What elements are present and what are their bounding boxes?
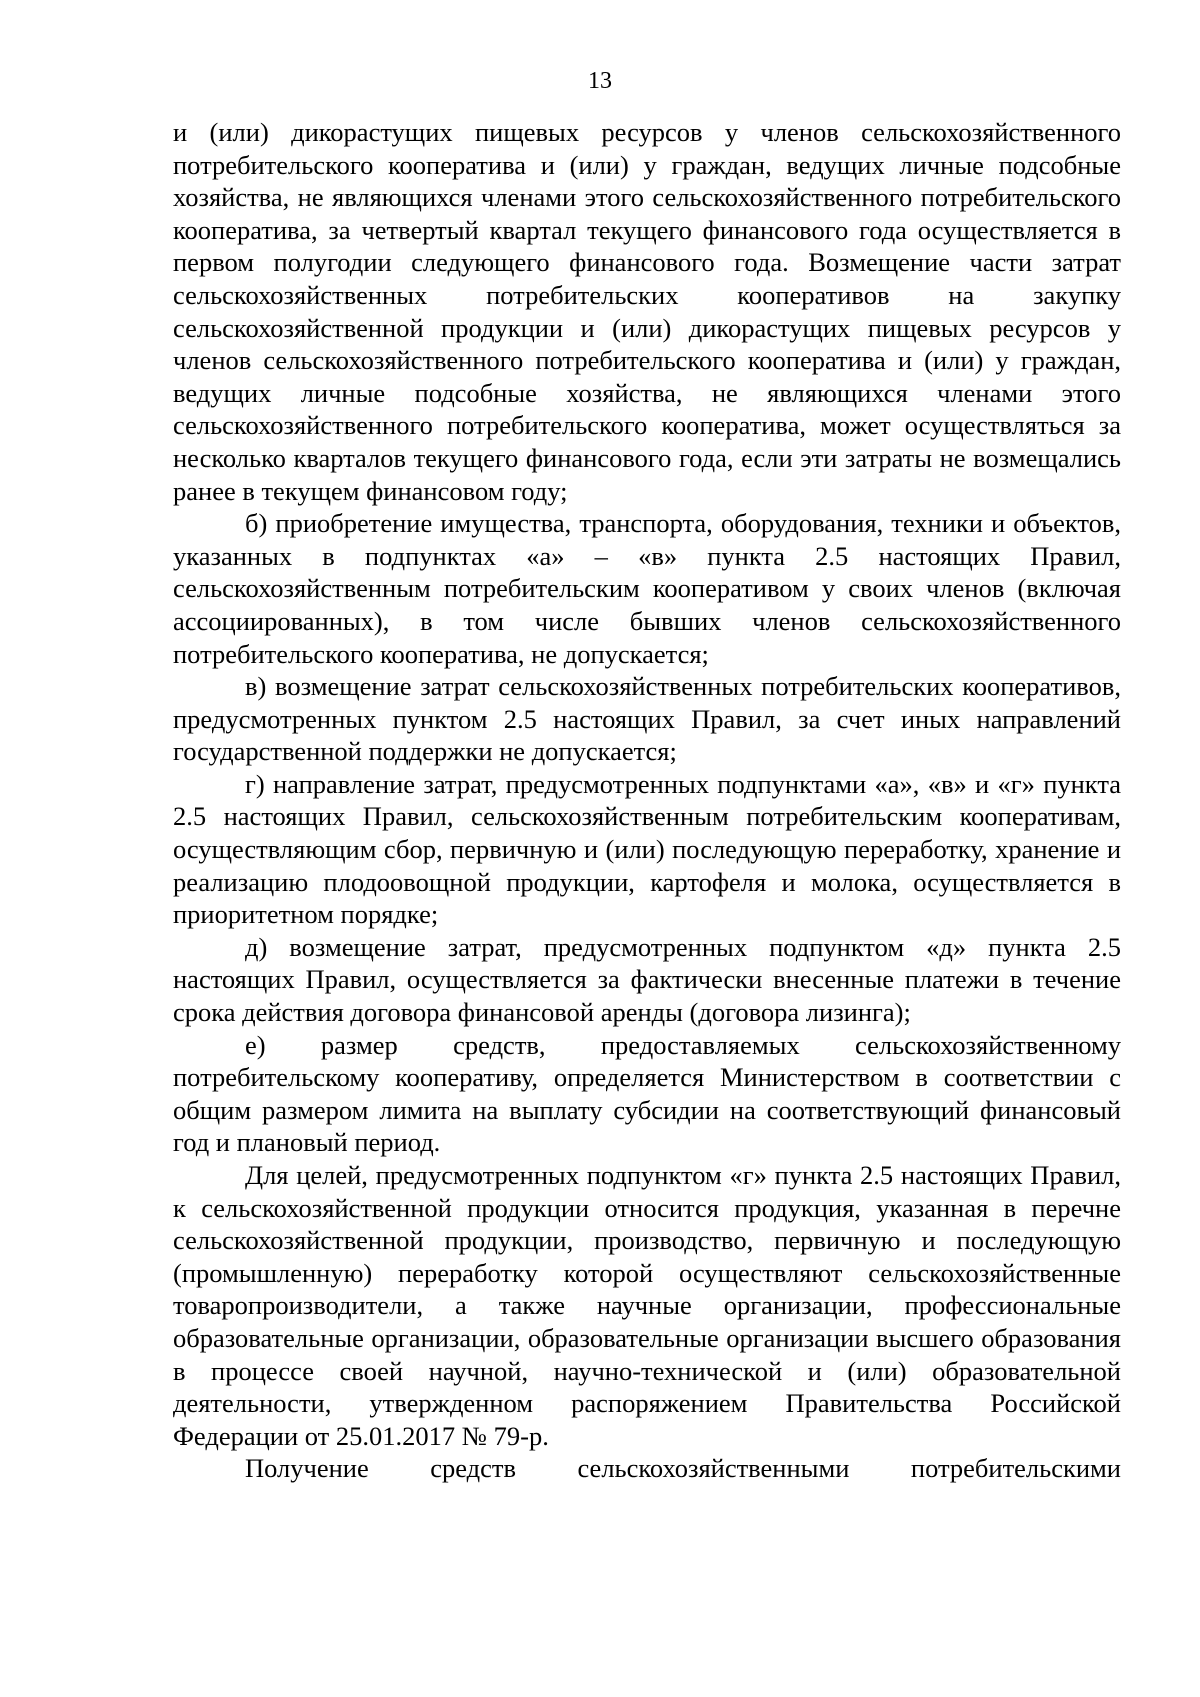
paragraph-definition: Для целей, предусмотренных подпунктом «г» пункта 2.5 настоящих Правил, к сельскохозяйственной продукции относится продукция, указанная в перечне сельскохозяйственной продукции, производство, первичную и последующую (промышленную) переработку которой осуществляют сельскохозяйственные товаропроизводители, а также научные организации, профессиональные образовательные организации, образовательные организации высшего образования в процессе своей научной, научно-технической и (или) образовательной деятельности, утвержденном распоряжением Правительства Российской Федерации от 25.01.2017 № 79-р. bbox=[173, 1160, 1121, 1451]
paragraph-item-b: б) приобретение имущества, транспорта, оборудования, техники и объектов, указанных в подпунктах «а» – «в» пункта 2.5 настоящих Правил, сельскохозяйственным потребительским кооперативом у своих членов (включая ассоциированных), в том числе бывших членов сельскохозяйственного потребительского кооператива, не допускается; bbox=[173, 508, 1121, 669]
page-number: 13 bbox=[588, 68, 612, 94]
paragraph-item-e: е) размер средств, предоставляемых сельскохозяйственному потребительскому кооперативу, определяется Министерством в соответствии с общим размером лимита на выплату субсидии на соответствующий финансовый год и плановый период. bbox=[173, 1029, 1121, 1158]
document-body bbox=[173, 116, 1121, 1485]
paragraph-final-fragment: Получение средств сельскохозяйственными потребительскими bbox=[245, 1453, 1121, 1484]
paragraph-continuation: и (или) дикорастущих пищевых ресурсов у членов сельскохозяйственного потребительского кооператива и (или) у граждан, ведущих личные подсобные хозяйства, не являющихся членами этого сельскохозяйственного потребительского кооператива, за четвертый квартал текущего финансового года осуществляется в первом полугодии следующего финансового года. Возмещение части затрат сельскохозяйственных потребительских кооперативов на закупку сельскохозяйственной продукции и (или) дикорастущих пищевых ресурсов у членов сельскохозяйственного потребительского кооператива и (или) у граждан, ведущих личные подсобные хозяйства, не являющихся членами этого сельскохозяйственного потребительского кооператива, может осуществляться за несколько кварталов текущего финансового года, если эти затраты не возмещались ранее в текущем финансовом году; bbox=[173, 117, 1121, 506]
paragraph-item-d: д) возмещение затрат, предусмотренных подпунктом «д» пункта 2.5 настоящих Правил, осуществляется за фактически внесенные платежи в течение срока действия договора финансовой аренды (договора лизинга); bbox=[173, 931, 1121, 1028]
paragraph-item-v: в) возмещение затрат сельскохозяйственных потребительских кооперативов, предусмотренных пунктом 2.5 настоящих Правил, за счет иных направлений государственной поддержки не допускается; bbox=[173, 671, 1121, 767]
paragraph-item-g: г) направление затрат, предусмотренных подпунктами «а», «в» и «г» пункта 2.5 настоящих Правил, сельскохозяйственным потребительским кооперативам, осуществляющим сбор, первичную и (или) последующую переработку, хранение и реализацию плодоовощной продукции, картофеля и молока, осуществляется в приоритетном порядке; bbox=[173, 768, 1121, 930]
